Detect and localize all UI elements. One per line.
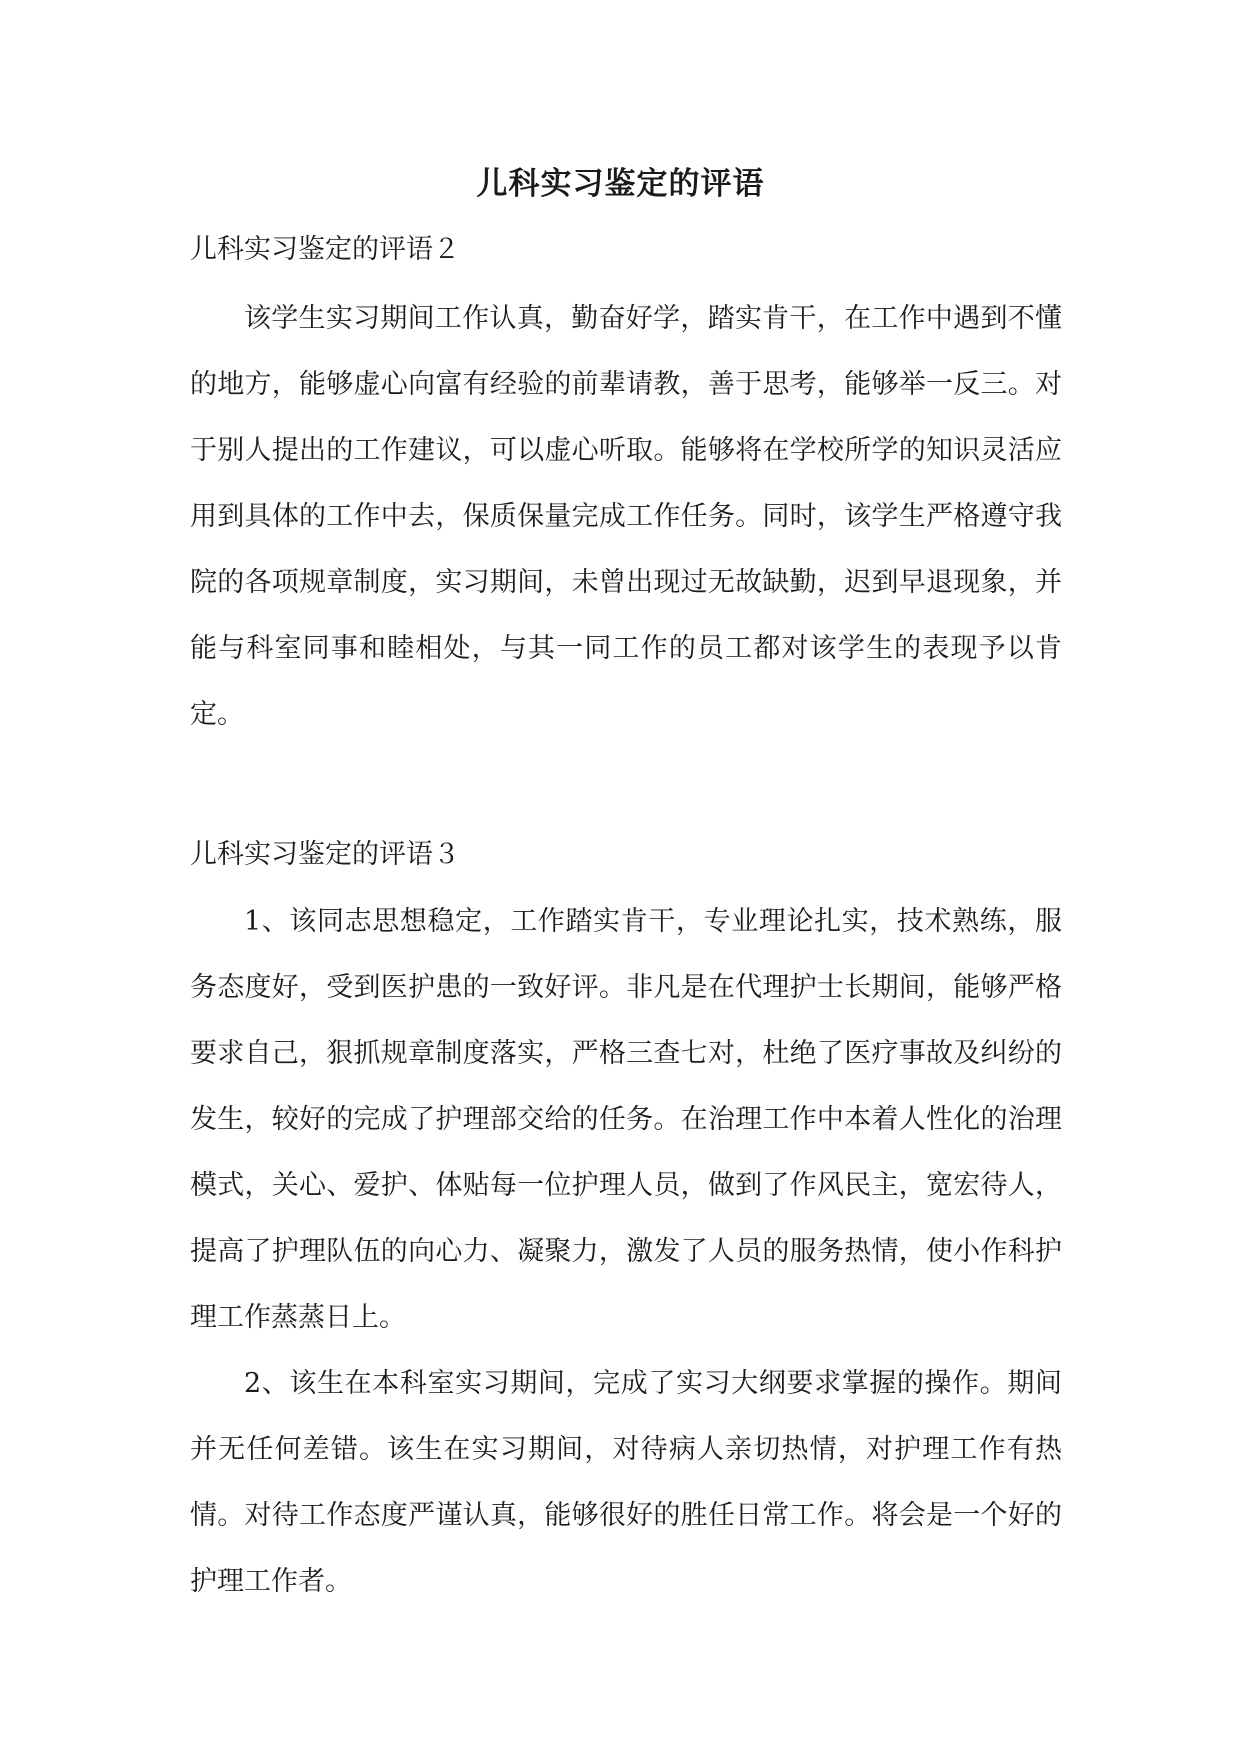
paragraph: 该学生实习期间工作认真，勤奋好学，踏实肯干，在工作中遇到不懂的地方，能够虚心向富有经验的前辈请教，善于思考，能够举一反三。对于别人提出的工作建议，可以虚心听取。能够将在学校所学的知识灵活应用到具体的工作中去，保质保量完成工作任务。同时，该学生严格遵守我院的各项规章制度，实习期间，未曾出现过无故缺勤，迟到早退现象，并能与科室同事和睦相处，与其一同工作的员工都对该学生的表现予以肯定。 xyxy=(190,303,1062,730)
section-evaluation-2 xyxy=(190,226,1062,748)
section-evaluation-3 xyxy=(190,831,1062,1615)
document-title: 儿科实习鉴定的评语 xyxy=(476,166,765,202)
paragraph: 2、该生在本科室实习期间，完成了实习大纲要求掌握的操作。期间并无任何差错。该生在实习期间，对待病人亲切热情，对护理工作有热情。对待工作态度严谨认真，能够很好的胜任日常工作。将会是一个好的护理工作者。 xyxy=(190,1368,1062,1597)
section-heading: 儿科实习鉴定的评语３ xyxy=(190,839,460,870)
document-body xyxy=(190,226,1062,1615)
section-heading: 儿科实习鉴定的评语２ xyxy=(190,234,460,265)
paragraph: 1、该同志思想稳定，工作踏实肯干，专业理论扎实，技术熟练，服务态度好，受到医护患的一致好评。非凡是在代理护士长期间，能够严格要求自己，狠抓规章制度落实，严格三查七对，杜绝了医疗事故及纠纷的发生，较好的完成了护理部交给的任务。在治理工作中本着人性化的治理模式，关心、爱护、体贴每一位护理人员，做到了作风民主，宽宏待人，提高了护理队伍的向心力、凝聚力，激发了人员的服务热情，使小作科护理工作蒸蒸日上。 xyxy=(190,906,1062,1333)
